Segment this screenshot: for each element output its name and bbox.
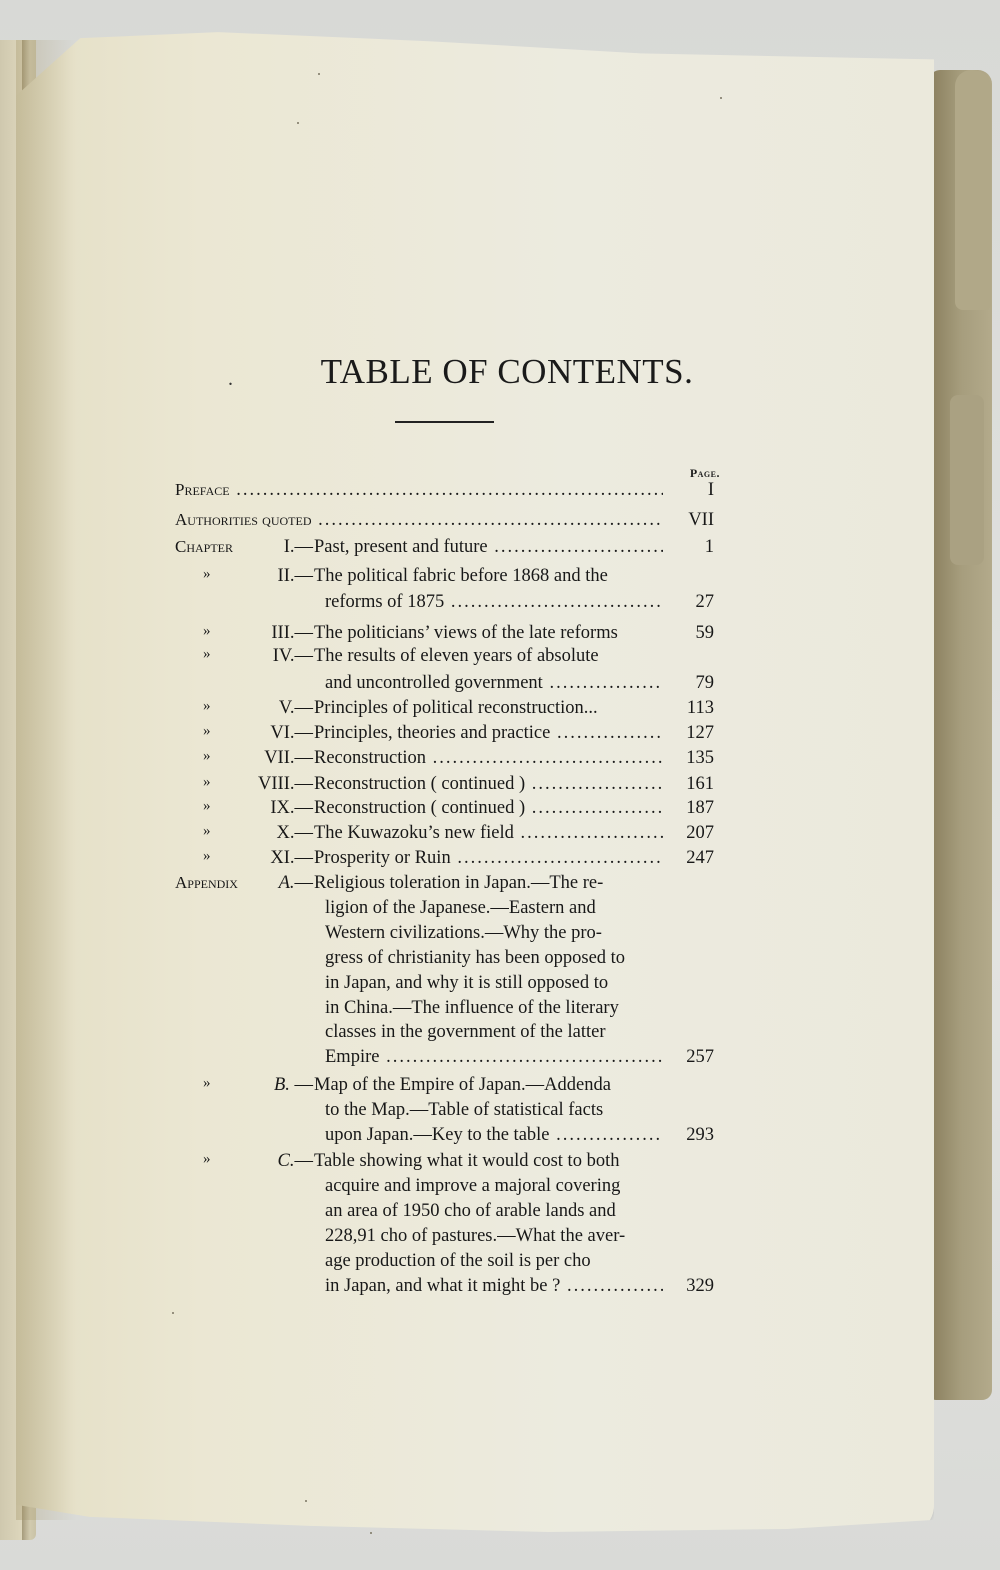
toc-row-chapter: [0, 748, 1000, 774]
toc-row-chapter: [0, 592, 1000, 618]
entry-text: [314, 873, 663, 894]
paper-speck: [318, 73, 320, 75]
dot-leader: [312, 510, 663, 530]
dot-leader: [451, 848, 663, 868]
page-number: 135: [686, 748, 714, 768]
ditto-mark: »: [203, 698, 211, 714]
entry-label: Authorities quoted: [175, 510, 312, 529]
page-number: 127: [686, 723, 714, 743]
entry-title: Religious toleration in Japan.—The re-: [314, 873, 604, 893]
appendix-label: Appendix: [175, 873, 238, 892]
dot-leader: [488, 537, 663, 557]
page-number: I: [707, 480, 714, 500]
entry-title: classes in the government of the latter: [325, 1022, 606, 1043]
entry-title: ligion of the Japanese.—Eastern and: [325, 897, 596, 918]
toc-row-appendix: [0, 1251, 1000, 1277]
entry-text: [325, 998, 663, 1019]
dot-leader: [550, 723, 663, 743]
toc-row-chapter: [0, 673, 1000, 699]
entry-text: [325, 1176, 663, 1197]
toc-row-appendix: [0, 1226, 1000, 1252]
entry-title: to the Map.—Table of statistical facts: [325, 1099, 604, 1120]
dot-leader: [379, 1047, 663, 1067]
entry-title: an area of 1950 cho of arable lands and: [325, 1200, 616, 1221]
entry-title: The Kuwazoku’s new field: [314, 823, 514, 843]
paper-speck: [305, 1500, 307, 1502]
chapter-number: I.—: [283, 537, 313, 557]
entry-label: Preface: [175, 480, 230, 499]
entry-text: [314, 1075, 663, 1096]
ditto-mark: »: [203, 748, 211, 764]
entry-text: [175, 510, 663, 531]
chapter-number: VI.—: [270, 723, 313, 743]
toc-row-appendix: [0, 1201, 1000, 1227]
ditto-mark: »: [203, 723, 211, 739]
page-title: TABLE OF CONTENTS.: [320, 352, 694, 391]
entry-text: [325, 923, 663, 944]
entry-text: [314, 748, 663, 769]
chapter-number: II.—: [277, 566, 313, 586]
appendix-dash: —: [294, 873, 313, 893]
entry-text: [314, 646, 663, 667]
chapter-number: XI.—: [270, 848, 313, 868]
entry-text: [325, 1100, 663, 1121]
toc-row-authorities: [0, 510, 1000, 536]
page-column-header: Page.: [689, 466, 720, 480]
entry-title: in Japan, and what it might be ?: [325, 1275, 561, 1296]
appendix-letter-text: C.: [277, 1151, 295, 1171]
entry-title: Western civilizations.—Why the pro-: [325, 922, 602, 943]
chapter-label: Chapter: [175, 537, 234, 556]
paper-speck: [720, 97, 722, 99]
chapter-number: V.—: [278, 698, 313, 718]
dot-leader: [514, 823, 663, 843]
dot-leader: [560, 1276, 663, 1296]
page-number: 247: [686, 848, 714, 868]
paper-speck: [370, 1532, 372, 1534]
entry-text: [325, 898, 663, 919]
entry-text: [314, 566, 663, 587]
page-number: 59: [695, 623, 714, 643]
toc-row-appendix: [0, 998, 1000, 1024]
toc-row-chapter: [0, 823, 1000, 849]
toc-row-appendix: [0, 1047, 1000, 1073]
entry-title: in Japan, and why it is still opposed to: [325, 972, 609, 993]
title-stray-dot: .: [228, 368, 233, 390]
entry-text: [325, 1251, 663, 1272]
entry-text: [314, 698, 663, 719]
page-number: 113: [686, 698, 714, 718]
dot-leader: [230, 480, 663, 500]
page-number: VII: [688, 510, 714, 530]
entry-title: The results of eleven years of absolute: [314, 646, 599, 666]
toc-row-chapter: [0, 566, 1000, 592]
paper-speck: [297, 122, 299, 124]
entry-text: [325, 1047, 663, 1068]
entry-title: The political fabric before 1868 and the: [314, 566, 608, 586]
appendix-letter-text: A.: [278, 873, 295, 893]
entry-text: [175, 480, 663, 501]
chapter-number: VII.—: [264, 748, 313, 768]
toc-row-chapter: [0, 723, 1000, 749]
toc-row-chapter: [0, 848, 1000, 874]
title-rule: [395, 421, 494, 423]
entry-text: [325, 673, 663, 694]
page-number: 79: [695, 673, 714, 693]
appendix-letter: [279, 873, 313, 894]
toc-row-preface: [0, 480, 1000, 506]
entry-title: and uncontrolled government: [325, 673, 543, 693]
entry-title: Reconstruction ( continued ): [314, 774, 526, 794]
ditto-mark: »: [203, 848, 211, 864]
appendix-letter: [274, 1075, 313, 1096]
ditto-mark: »: [203, 823, 211, 839]
ditto-mark: »: [203, 623, 211, 639]
entry-title: Table showing what it would cost to both: [314, 1151, 620, 1171]
entry-text: [325, 1022, 663, 1043]
ditto-mark: »: [203, 1075, 211, 1091]
dot-leader: [525, 798, 663, 818]
page-number: 207: [686, 823, 714, 843]
toc-row-appendix: [0, 1276, 1000, 1302]
dot-leader: [426, 748, 663, 768]
toc-row-appendix: [0, 948, 1000, 974]
toc-row-appendix: [0, 1176, 1000, 1202]
toc-row-appendix: [0, 923, 1000, 949]
ditto-mark: »: [203, 1151, 211, 1167]
toc-row-appendix: [0, 898, 1000, 924]
entry-title: Map of the Empire of Japan.—Addenda: [314, 1075, 611, 1095]
entry-title: Reconstruction ( continued ): [314, 798, 526, 818]
toc-row-chapter: [0, 646, 1000, 672]
toc-row-chapter: [0, 774, 1000, 800]
dot-leader: [543, 673, 663, 693]
entry-title: in China.—The influence of the literary: [325, 997, 619, 1018]
entry-text: [314, 1151, 663, 1172]
page-number: 187: [686, 798, 714, 818]
entry-title: gress of christianity has been opposed to: [325, 947, 626, 968]
toc-row-appendix: [0, 1151, 1000, 1177]
chapter-number: IX.—: [270, 798, 313, 818]
dot-leader: [525, 774, 663, 794]
entry-text: [325, 1226, 663, 1247]
toc-row-chapter: [0, 798, 1000, 824]
toc-row-appendix: [0, 1075, 1000, 1101]
chapter-number: IV.—: [272, 646, 313, 666]
entry-title: Prosperity or Ruin: [314, 848, 451, 868]
entry-text: [325, 1276, 663, 1297]
toc-row-chapter: [0, 537, 1000, 563]
toc-row-appendix: [0, 1022, 1000, 1048]
entry-text: [314, 774, 663, 795]
appendix-dash: —: [289, 1075, 313, 1095]
entry-text: [325, 1125, 663, 1146]
entry-title: Past, present and future: [314, 537, 488, 557]
chapter-number: III.—: [271, 623, 313, 643]
entry-text: [314, 623, 663, 644]
entry-text: [325, 592, 663, 613]
entry-title: reforms of 1875: [325, 592, 445, 612]
appendix-letter-text: B.: [273, 1075, 290, 1095]
page-number: 293: [686, 1124, 714, 1145]
toc-row-appendix: [0, 873, 1000, 899]
entry-text: [325, 948, 663, 969]
entry-text: [314, 723, 663, 744]
ditto-mark: »: [203, 798, 211, 814]
page-number: 27: [695, 592, 714, 612]
entry-title: The politicians’ views of the late reforms: [314, 623, 618, 643]
page-number: 1: [704, 537, 714, 557]
entry-text: [314, 537, 663, 558]
appendix-letter: [278, 1151, 313, 1172]
chapter-number: X.—: [276, 823, 313, 843]
entry-title: Empire: [325, 1047, 380, 1068]
entry-text: [314, 848, 663, 869]
ditto-mark: »: [203, 774, 211, 790]
ditto-mark: »: [203, 566, 211, 582]
entry-title: Principles of political reconstruction...: [314, 698, 598, 718]
entry-title: Principles, theories and practice: [314, 723, 551, 743]
page-number: 161: [686, 774, 714, 794]
dot-leader: [550, 1125, 663, 1145]
toc-row-appendix: [0, 1100, 1000, 1126]
page-number: 329: [686, 1275, 714, 1296]
entry-text: [325, 1201, 663, 1222]
torn-stub-piece: [955, 70, 991, 310]
entry-title: upon Japan.—Key to the table: [325, 1124, 550, 1145]
toc-row-appendix: [0, 1125, 1000, 1151]
entry-title: age production of the soil is per cho: [325, 1250, 591, 1271]
entry-text: [325, 973, 663, 994]
toc-row-chapter: [0, 698, 1000, 724]
paper-speck: [172, 1312, 174, 1314]
page-number: 257: [686, 1047, 714, 1068]
entry-title: 228,91 cho of pastures.—What the aver-: [325, 1225, 626, 1246]
entry-text: [314, 823, 663, 844]
appendix-dash: —: [294, 1151, 313, 1171]
entry-title: Reconstruction: [314, 748, 427, 768]
entry-text: [314, 798, 663, 819]
entry-title: acquire and improve a majoral covering: [325, 1175, 621, 1196]
chapter-number: VIII.—: [258, 774, 313, 794]
dot-leader: [444, 592, 663, 612]
toc-row-appendix: [0, 973, 1000, 999]
ditto-mark: »: [203, 646, 211, 662]
